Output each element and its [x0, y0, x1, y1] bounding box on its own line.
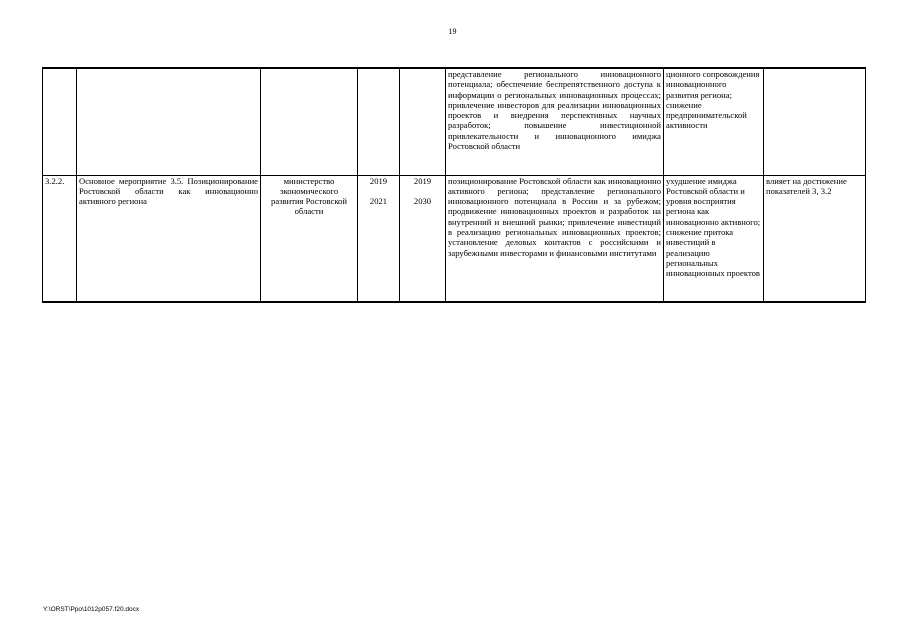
- row-number: [43, 68, 77, 175]
- table-row: [43, 175, 866, 302]
- end-year: [400, 68, 446, 175]
- program-table: [42, 67, 866, 303]
- expected-result: представление регионального инновационного потенциала; обеспечение беспрепятственного доступа к информации о региональных инновационных процессах; привлечение инвесторов для реализации инновационных проектов и внедрения перспективных научных разработок; повышение инвестиционной привлекательности и инновационного имиджа Ростовской области: [446, 68, 664, 175]
- start-year: [358, 68, 400, 175]
- table-row: [43, 68, 866, 175]
- executor: министерство экономического развития Ростовской области: [261, 175, 358, 302]
- row-number: 3.2.2.: [43, 175, 77, 302]
- end-year-2: 2030: [413, 196, 432, 207]
- end-year-1: 2019: [413, 175, 432, 186]
- start-year: [358, 175, 400, 302]
- start-year-1: 2019: [369, 175, 388, 186]
- indicator-relation: влияет на достижение показателей 3, 3.2: [764, 175, 866, 302]
- footer-file-path: Y:\ORST\Ppo\1012p057.f20.docx: [43, 606, 140, 613]
- consequences: ционного сопровождения инновационного развития региона; снижение предпринимательской активности: [664, 68, 764, 175]
- end-year: [400, 175, 446, 302]
- executor: [261, 68, 358, 175]
- activity-name: Основное мероприятие 3.5. Позиционирование Ростовской области как инновационно активного региона: [77, 175, 261, 302]
- consequences: ухудшение имиджа Ростовской области и уровня восприятия региона как инновационно активного; снижение притока инвестиций в реализацию региональных инновационных проектов: [664, 175, 764, 302]
- activity-name: [77, 68, 261, 175]
- indicator-relation: [764, 68, 866, 175]
- expected-result: позиционирование Ростовской области как инновационно активного региона; представление регионального инновационного потенциала в России и за рубежом; продвижение инновационных проектов и разработок на внутренний и внешний рынки; привлечение инвестиций в реализацию региональных инновационных проектов; установление деловых контактов с российскими и зарубежными инвесторами и финансовыми институтами: [446, 175, 664, 302]
- start-year-2: 2021: [369, 196, 388, 207]
- page-number: 19: [448, 27, 457, 36]
